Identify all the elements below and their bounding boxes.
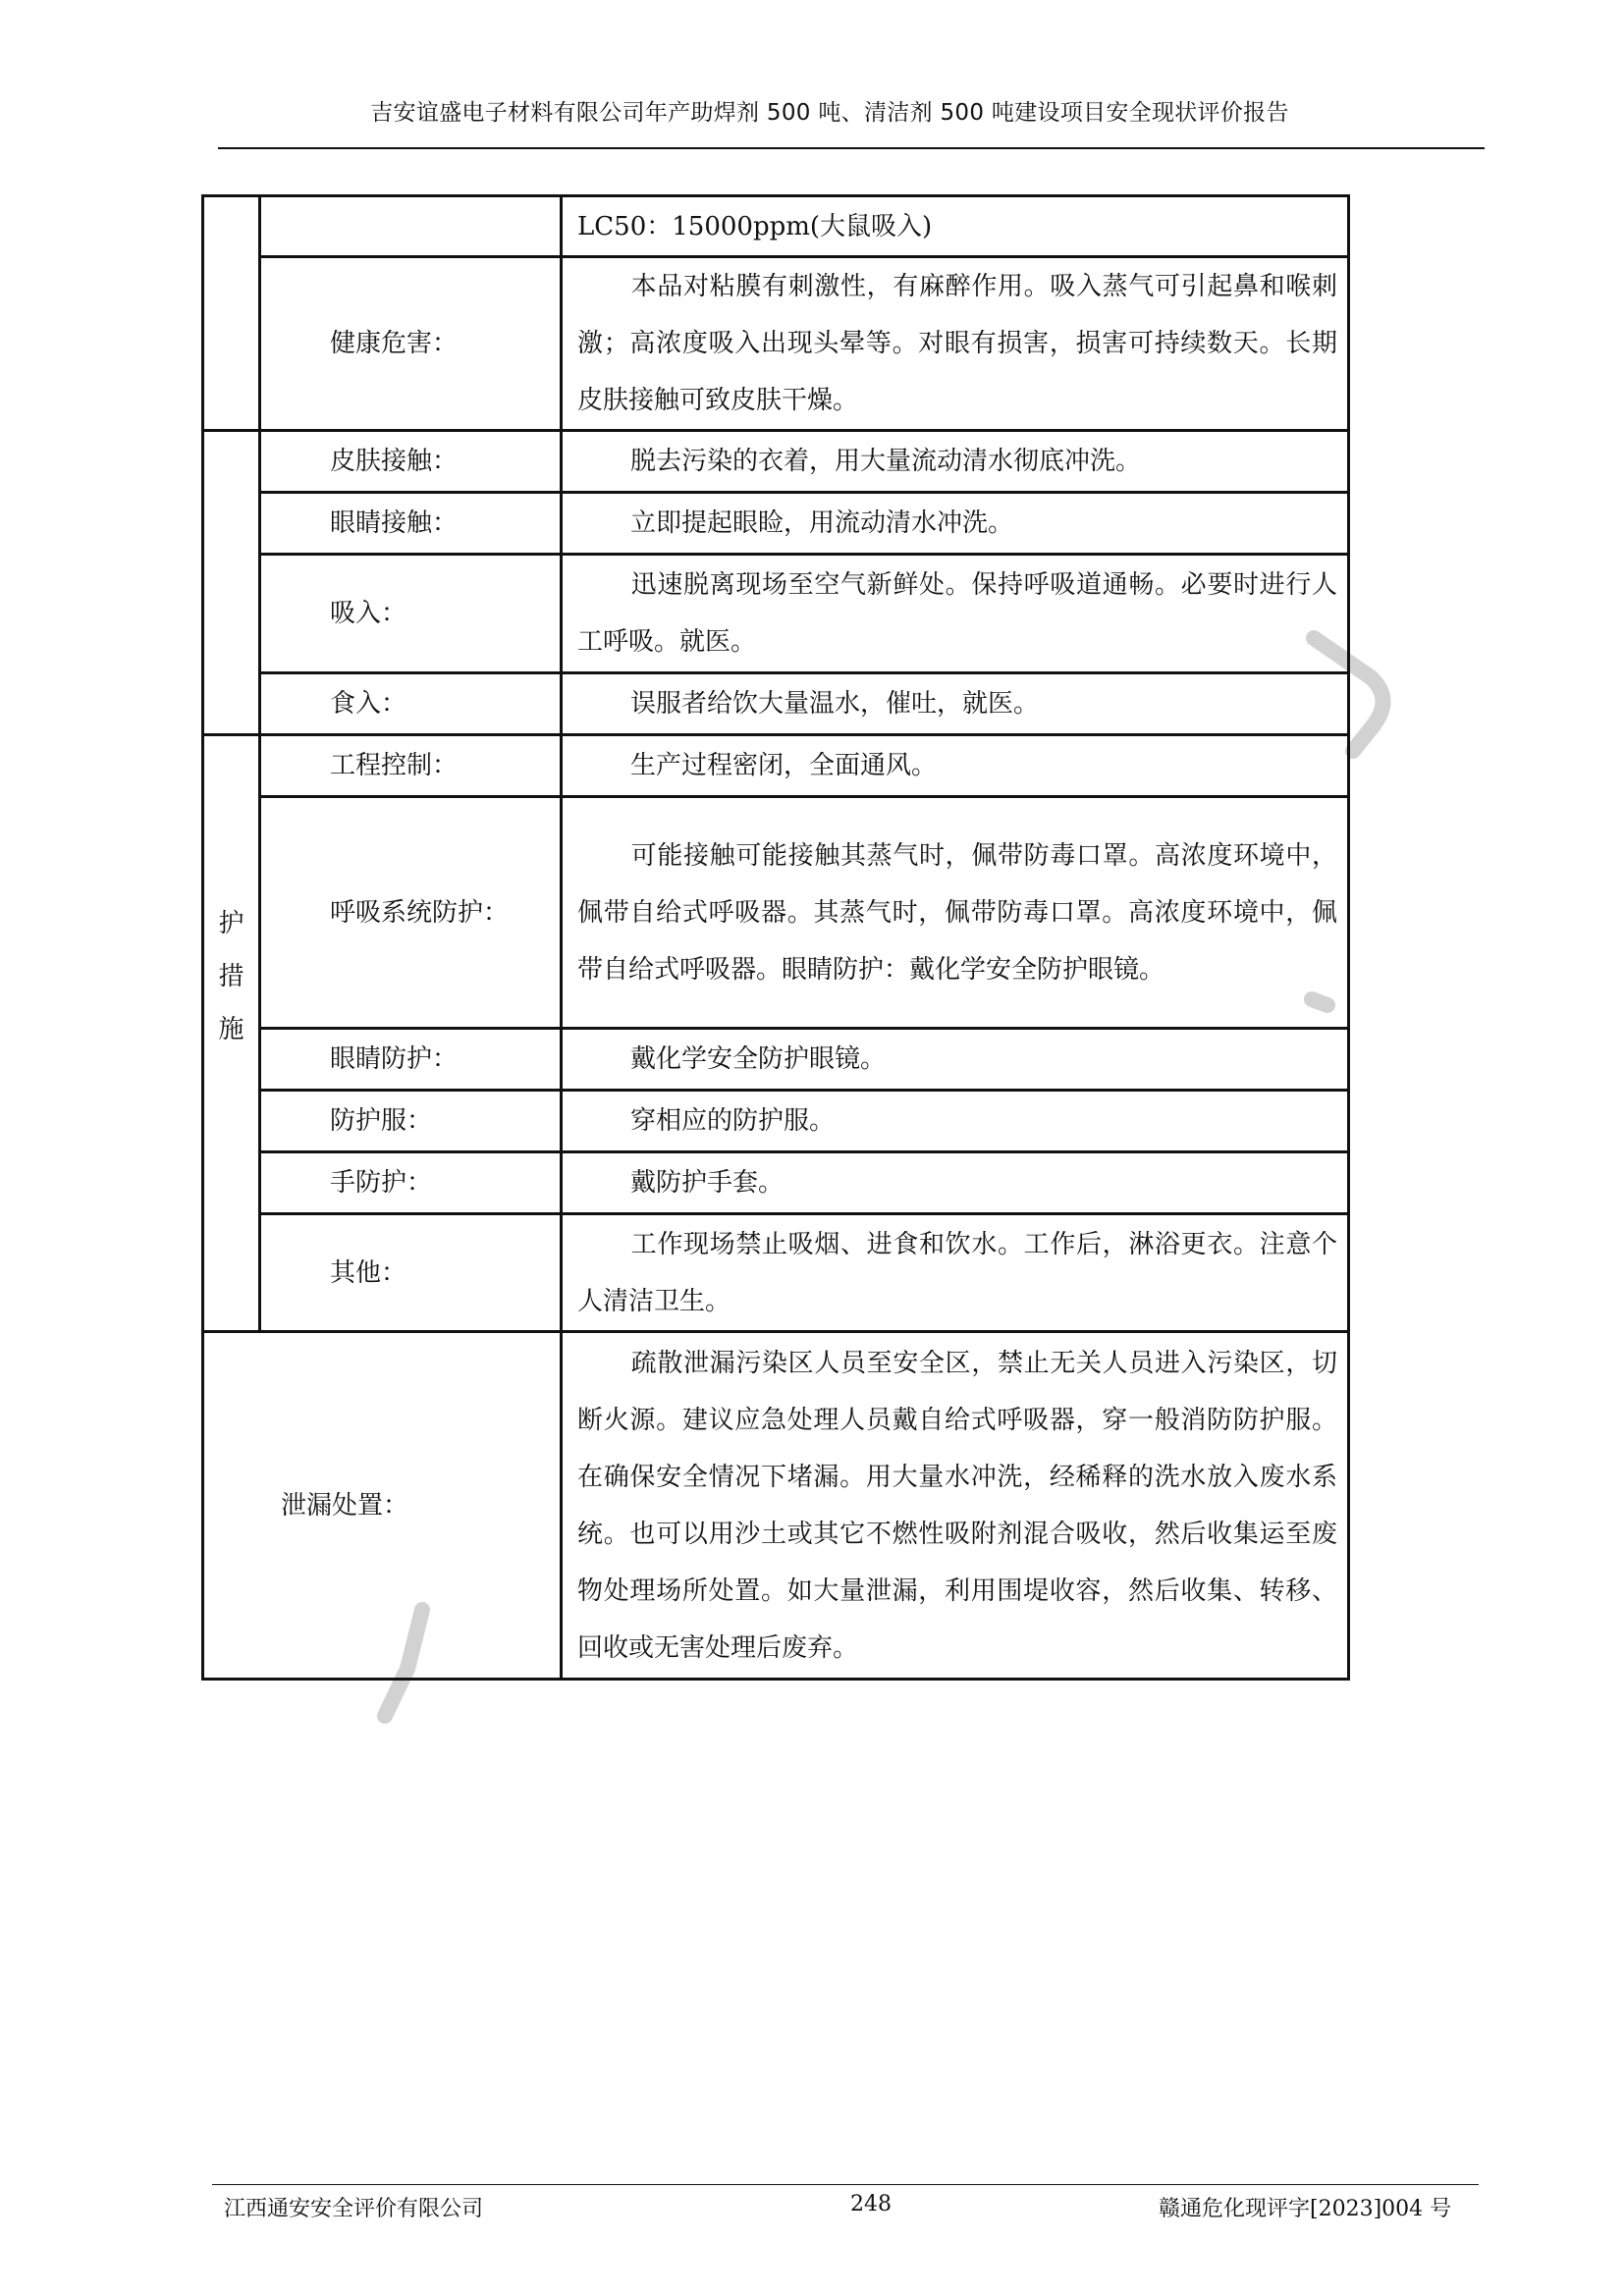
protection-category-cell: [203, 735, 260, 1332]
ingestion-label: 食入：: [260, 673, 562, 735]
respiratory-protection-value: 可能接触可能接触其蒸气时，佩带防毒口罩。高浓度环境中，佩带自给式呼吸器。其蒸气时，佩带防毒口罩。高浓度环境中，佩带自给式呼吸器。眼睛防护：戴化学安全防护眼镜。: [562, 797, 1349, 1029]
ingestion-value: 误服者给饮大量温水，催吐，就医。: [562, 673, 1349, 735]
footer-page-number: 248: [850, 2192, 892, 2216]
protection-category-char: 施: [218, 1015, 244, 1044]
other-protection-value: 工作现场禁止吸烟、进食和饮水。工作后，淋浴更衣。注意个人清洁卫生。: [562, 1214, 1349, 1332]
other-protection-label: 其他：: [260, 1214, 562, 1332]
table-row: [203, 431, 1349, 493]
footer-doc-number: 赣通危化现评字[2023]004 号: [1159, 2197, 1452, 2221]
eye-protection-value: 戴化学安全防护眼镜。: [562, 1029, 1349, 1091]
table-row: [203, 555, 1349, 673]
eye-contact-label: 眼睛接触：: [260, 493, 562, 555]
eye-contact-value: 立即提起眼睑，用流动清水冲洗。: [562, 493, 1349, 555]
table-row: [203, 1152, 1349, 1214]
leak-handling-label: 泄漏处置：: [203, 1332, 562, 1680]
skin-contact-label: 皮肤接触：: [260, 431, 562, 493]
label-cell-empty: [260, 196, 562, 257]
table-row: [203, 493, 1349, 555]
msds-table: [201, 194, 1350, 1681]
protective-clothing-label: 防护服：: [260, 1091, 562, 1152]
footer-company: 江西通安安全评价有限公司: [224, 2197, 484, 2221]
first-aid-category-cell: [203, 431, 260, 735]
protective-clothing-value: 穿相应的防护服。: [562, 1091, 1349, 1152]
header-divider: [218, 147, 1485, 149]
table-row: [203, 797, 1349, 1029]
inhalation-label: 吸入：: [260, 555, 562, 673]
protection-category-char: 护: [218, 909, 244, 938]
lc50-value: LC50：15000ppm(大鼠吸入): [562, 196, 1349, 257]
hand-protection-value: 戴防护手套。: [562, 1152, 1349, 1214]
respiratory-protection-label: 呼吸系统防护：: [260, 797, 562, 1029]
table-row: [203, 1332, 1349, 1680]
table-row: [203, 1091, 1349, 1152]
engineering-control-label: 工程控制：: [260, 735, 562, 797]
table-row: [203, 1214, 1349, 1332]
health-hazard-label: 健康危害：: [260, 257, 562, 431]
hand-protection-label: 手防护：: [260, 1152, 562, 1214]
engineering-control-value: 生产过程密闭，全面通风。: [562, 735, 1349, 797]
category-cell-continued: [203, 196, 260, 431]
eye-protection-label: 眼睛防护：: [260, 1029, 562, 1091]
protection-category-char: 措: [218, 962, 244, 991]
footer-divider: [212, 2184, 1479, 2185]
page-header-title: 吉安谊盛电子材料有限公司年产助焊剂 500 吨、清洁剂 500 吨建设项目安全现状评价报告: [370, 100, 1289, 126]
table-row: [203, 257, 1349, 431]
table-row: [203, 735, 1349, 797]
skin-contact-value: 脱去污染的衣着，用大量流动清水彻底冲洗。: [562, 431, 1349, 493]
table-row: [203, 1029, 1349, 1091]
health-hazard-value: 本品对粘膜有刺激性，有麻醉作用。吸入蒸气可引起鼻和喉刺激；高浓度吸入出现头晕等。对眼有损害，损害可持续数天。长期皮肤接触可致皮肤干燥。: [562, 257, 1349, 431]
table-row: [203, 673, 1349, 735]
table-row: [203, 196, 1349, 257]
inhalation-value: 迅速脱离现场至空气新鲜处。保持呼吸道通畅。必要时进行人工呼吸。就医。: [562, 555, 1349, 673]
leak-handling-value: 疏散泄漏污染区人员至安全区，禁止无关人员进入污染区，切断火源。建议应急处理人员戴自给式呼吸器，穿一般消防防护服。在确保安全情况下堵漏。用大量水冲洗，经稀释的洗水放入废水系统。也可以用沙土或其它不燃性吸附剂混合吸收，然后收集运至废物处理场所处置。如大量泄漏，利用围堤收容，然后收集、转移、回收或无害处理后废弃。: [562, 1332, 1349, 1680]
